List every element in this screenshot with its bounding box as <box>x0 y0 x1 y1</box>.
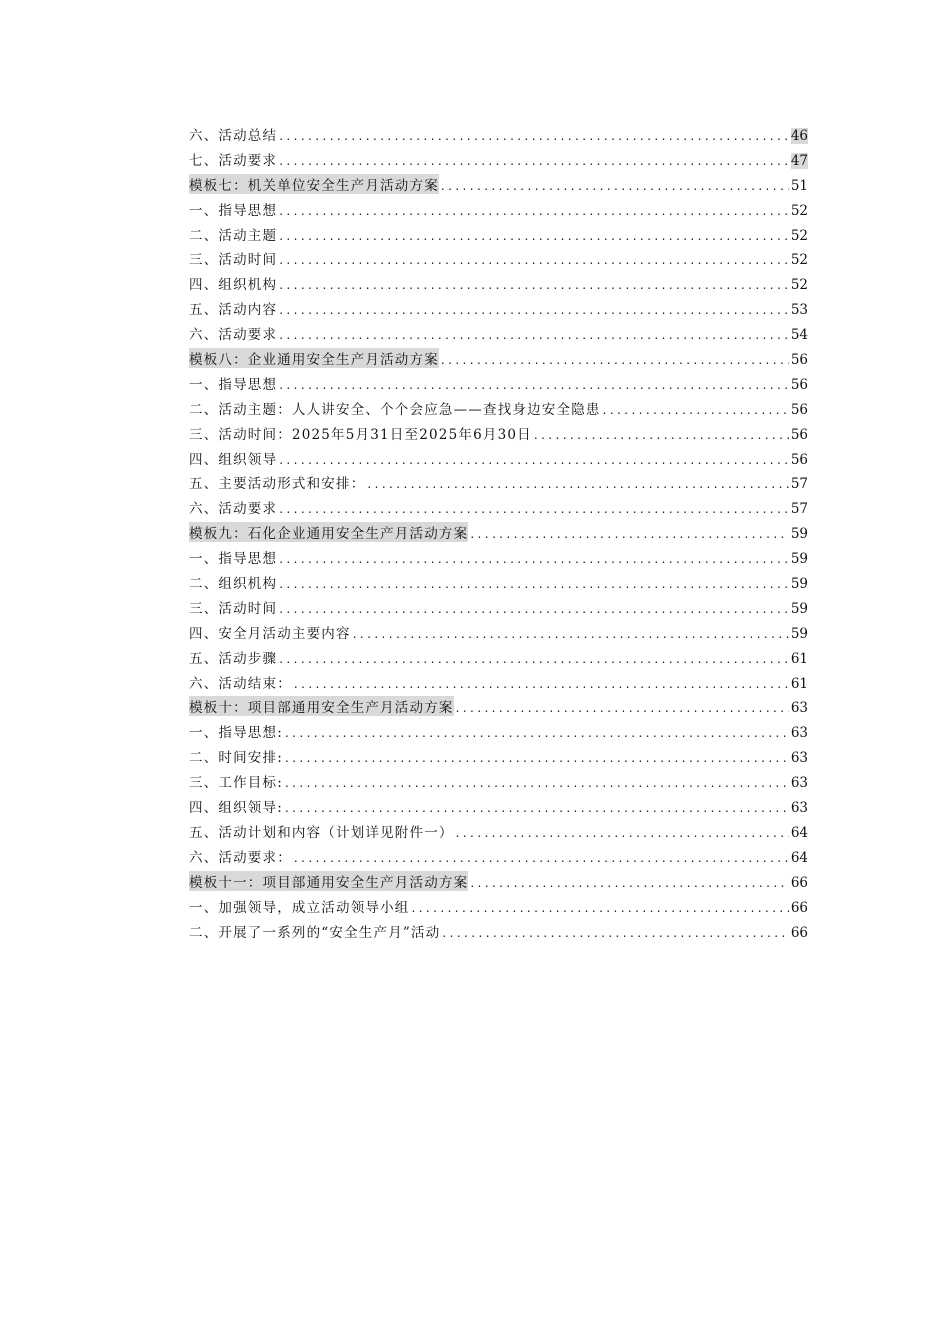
toc-entry[interactable] <box>189 497 808 522</box>
toc-entry[interactable] <box>189 796 808 821</box>
toc-entry-title: 一、指导思想 <box>189 551 278 568</box>
toc-entry-title: 一、加强领导，成立活动领导小组 <box>189 899 410 916</box>
toc-page-number: 56 <box>790 451 808 468</box>
toc-leader-dots <box>441 353 789 367</box>
toc-section-heading[interactable] <box>189 871 808 896</box>
toc-page-number: 56 <box>790 376 808 393</box>
toc-entry[interactable] <box>189 448 808 473</box>
toc-entry-title: 七、活动要求 <box>189 152 278 169</box>
toc-entry[interactable] <box>189 423 808 448</box>
toc-leader-dots <box>279 229 789 243</box>
toc-entry-title: 二、活动主题：人人讲安全、个个会应急——查找身边安全隐患 <box>189 401 601 418</box>
toc-leader-dots <box>412 901 789 915</box>
toc-entry[interactable] <box>189 597 808 622</box>
toc-page-number: 63 <box>790 700 808 717</box>
toc-page-number: 66 <box>790 924 808 941</box>
toc-leader-dots <box>294 677 789 691</box>
toc-page-number: 53 <box>790 302 808 319</box>
toc-entry-title: 模板七：机关单位安全生产月活动方案 <box>189 174 439 194</box>
toc-entry-title: 四、组织领导: <box>189 800 283 817</box>
toc-page-number: 56 <box>790 352 808 369</box>
toc-leader-dots <box>285 801 789 815</box>
toc-entry-title: 六、活动要求 <box>189 501 278 518</box>
toc-entry-title: 五、活动计划和内容（计划详见附件一） <box>189 824 454 841</box>
toc-page-number: 46 <box>790 128 808 144</box>
toc-section-heading[interactable] <box>189 174 808 199</box>
toc-leader-dots <box>470 527 789 541</box>
toc-page-number: 63 <box>790 750 808 767</box>
toc-page-number: 64 <box>790 824 808 841</box>
toc-entry-title: 四、组织机构 <box>189 277 278 294</box>
toc-section-heading[interactable] <box>189 696 808 721</box>
toc-page-number: 66 <box>790 874 808 891</box>
toc-entry-title: 二、开展了一系列的“安全生产月”活动 <box>189 924 441 941</box>
toc-leader-dots <box>603 403 789 417</box>
toc-entry[interactable] <box>189 149 808 174</box>
toc-leader-dots <box>279 502 789 516</box>
toc-entry-title: 二、组织机构 <box>189 576 278 593</box>
toc-entry[interactable] <box>189 846 808 871</box>
toc-entry[interactable] <box>189 821 808 846</box>
toc-leader-dots <box>279 154 789 168</box>
toc-entry-title: 四、组织领导 <box>189 451 278 468</box>
toc-leader-dots <box>456 826 789 840</box>
toc-leader-dots <box>279 652 789 666</box>
toc-leader-dots <box>353 627 789 641</box>
toc-entry[interactable] <box>189 323 808 348</box>
toc-entry-title: 四、安全月活动主要内容 <box>189 625 351 642</box>
toc-entry-title: 二、活动主题 <box>189 227 278 244</box>
toc-entry[interactable] <box>189 721 808 746</box>
toc-leader-dots <box>285 751 789 765</box>
toc-leader-dots <box>534 428 789 442</box>
toc-entry[interactable] <box>189 921 808 946</box>
toc-entry[interactable] <box>189 398 808 423</box>
toc-entry-title: 模板九：石化企业通用安全生产月活动方案 <box>189 522 468 542</box>
toc-entry[interactable] <box>189 273 808 298</box>
toc-entry[interactable] <box>189 472 808 497</box>
toc-entry[interactable] <box>189 373 808 398</box>
toc-page-number: 63 <box>790 775 808 792</box>
toc-entry[interactable] <box>189 771 808 796</box>
toc-entry-title: 三、工作目标: <box>189 775 283 792</box>
toc-entry[interactable] <box>189 622 808 647</box>
toc-page-number: 52 <box>790 277 808 294</box>
toc-page-number: 59 <box>790 600 808 617</box>
toc-page-number: 59 <box>790 551 808 568</box>
toc-page-number: 61 <box>790 650 808 667</box>
toc-entry-title: 六、活动总结 <box>189 128 278 144</box>
toc-page-number: 61 <box>790 675 808 692</box>
toc-leader-dots <box>441 179 789 193</box>
toc-page-number: 63 <box>790 725 808 742</box>
toc-page-number: 52 <box>790 252 808 269</box>
toc-page-number: 52 <box>790 227 808 244</box>
toc-leader-dots <box>279 253 789 267</box>
table-of-contents <box>189 124 808 945</box>
toc-leader-dots <box>285 776 789 790</box>
toc-leader-dots <box>279 552 789 566</box>
toc-page-number: 57 <box>790 501 808 518</box>
toc-entry-title: 五、活动步骤 <box>189 650 278 667</box>
toc-page-number: 59 <box>790 576 808 593</box>
toc-entry[interactable] <box>189 672 808 697</box>
toc-page-number: 54 <box>790 327 808 344</box>
toc-leader-dots <box>367 477 788 491</box>
toc-page-number: 59 <box>790 625 808 642</box>
toc-page-number: 57 <box>790 476 808 493</box>
toc-entry-title: 五、活动内容 <box>189 302 278 319</box>
toc-entry[interactable] <box>189 248 808 273</box>
toc-leader-dots <box>442 926 788 940</box>
toc-leader-dots <box>470 876 789 890</box>
toc-leader-dots <box>294 851 789 865</box>
toc-entry-title: 六、活动要求： <box>189 849 292 866</box>
toc-entry-title: 三、活动时间 <box>189 600 278 617</box>
toc-entry[interactable] <box>189 224 808 249</box>
toc-leader-dots <box>279 453 789 467</box>
toc-page-number: 47 <box>790 152 808 169</box>
toc-leader-dots <box>279 129 789 143</box>
toc-page-number: 56 <box>790 426 808 443</box>
toc-leader-dots <box>279 328 789 342</box>
toc-page-number: 51 <box>790 177 808 194</box>
toc-entry[interactable] <box>189 124 808 149</box>
toc-entry-title: 六、活动要求 <box>189 327 278 344</box>
toc-entry-title: 一、指导思想: <box>189 725 283 742</box>
toc-entry-title: 三、活动时间：2025年5月31日至2025年6月30日 <box>189 426 532 443</box>
toc-leader-dots <box>456 701 789 715</box>
toc-leader-dots <box>279 378 789 392</box>
toc-leader-dots <box>279 303 789 317</box>
toc-entry[interactable] <box>189 896 808 921</box>
toc-leader-dots <box>279 577 789 591</box>
toc-entry[interactable] <box>189 746 808 771</box>
toc-leader-dots <box>279 602 789 616</box>
toc-page-number: 56 <box>790 401 808 418</box>
toc-entry[interactable] <box>189 298 808 323</box>
toc-page-number: 63 <box>790 800 808 817</box>
toc-entry[interactable] <box>189 547 808 572</box>
toc-page-number: 66 <box>790 899 808 916</box>
toc-entry-title: 三、活动时间 <box>189 252 278 269</box>
toc-leader-dots <box>279 278 789 292</box>
toc-entry-title: 五、主要活动形式和安排： <box>189 476 366 493</box>
toc-section-heading[interactable] <box>189 348 808 373</box>
toc-section-heading[interactable] <box>189 522 808 547</box>
toc-entry[interactable] <box>189 199 808 224</box>
toc-entry-title: 一、指导思想 <box>189 376 278 393</box>
toc-entry[interactable] <box>189 647 808 672</box>
toc-entry-title: 六、活动结束： <box>189 675 292 692</box>
toc-entry-title: 模板八：企业通用安全生产月活动方案 <box>189 348 439 368</box>
toc-page-number: 59 <box>790 526 808 543</box>
toc-page-number: 64 <box>790 849 808 866</box>
toc-entry-title: 一、指导思想 <box>189 202 278 219</box>
toc-entry-title: 模板十：项目部通用安全生产月活动方案 <box>189 696 454 716</box>
toc-entry-title: 二、时间安排: <box>189 750 283 767</box>
toc-entry[interactable] <box>189 572 808 597</box>
toc-leader-dots <box>285 726 789 740</box>
toc-page-number: 52 <box>790 202 808 219</box>
toc-leader-dots <box>279 204 789 218</box>
toc-entry-title: 模板十一：项目部通用安全生产月活动方案 <box>189 871 468 891</box>
